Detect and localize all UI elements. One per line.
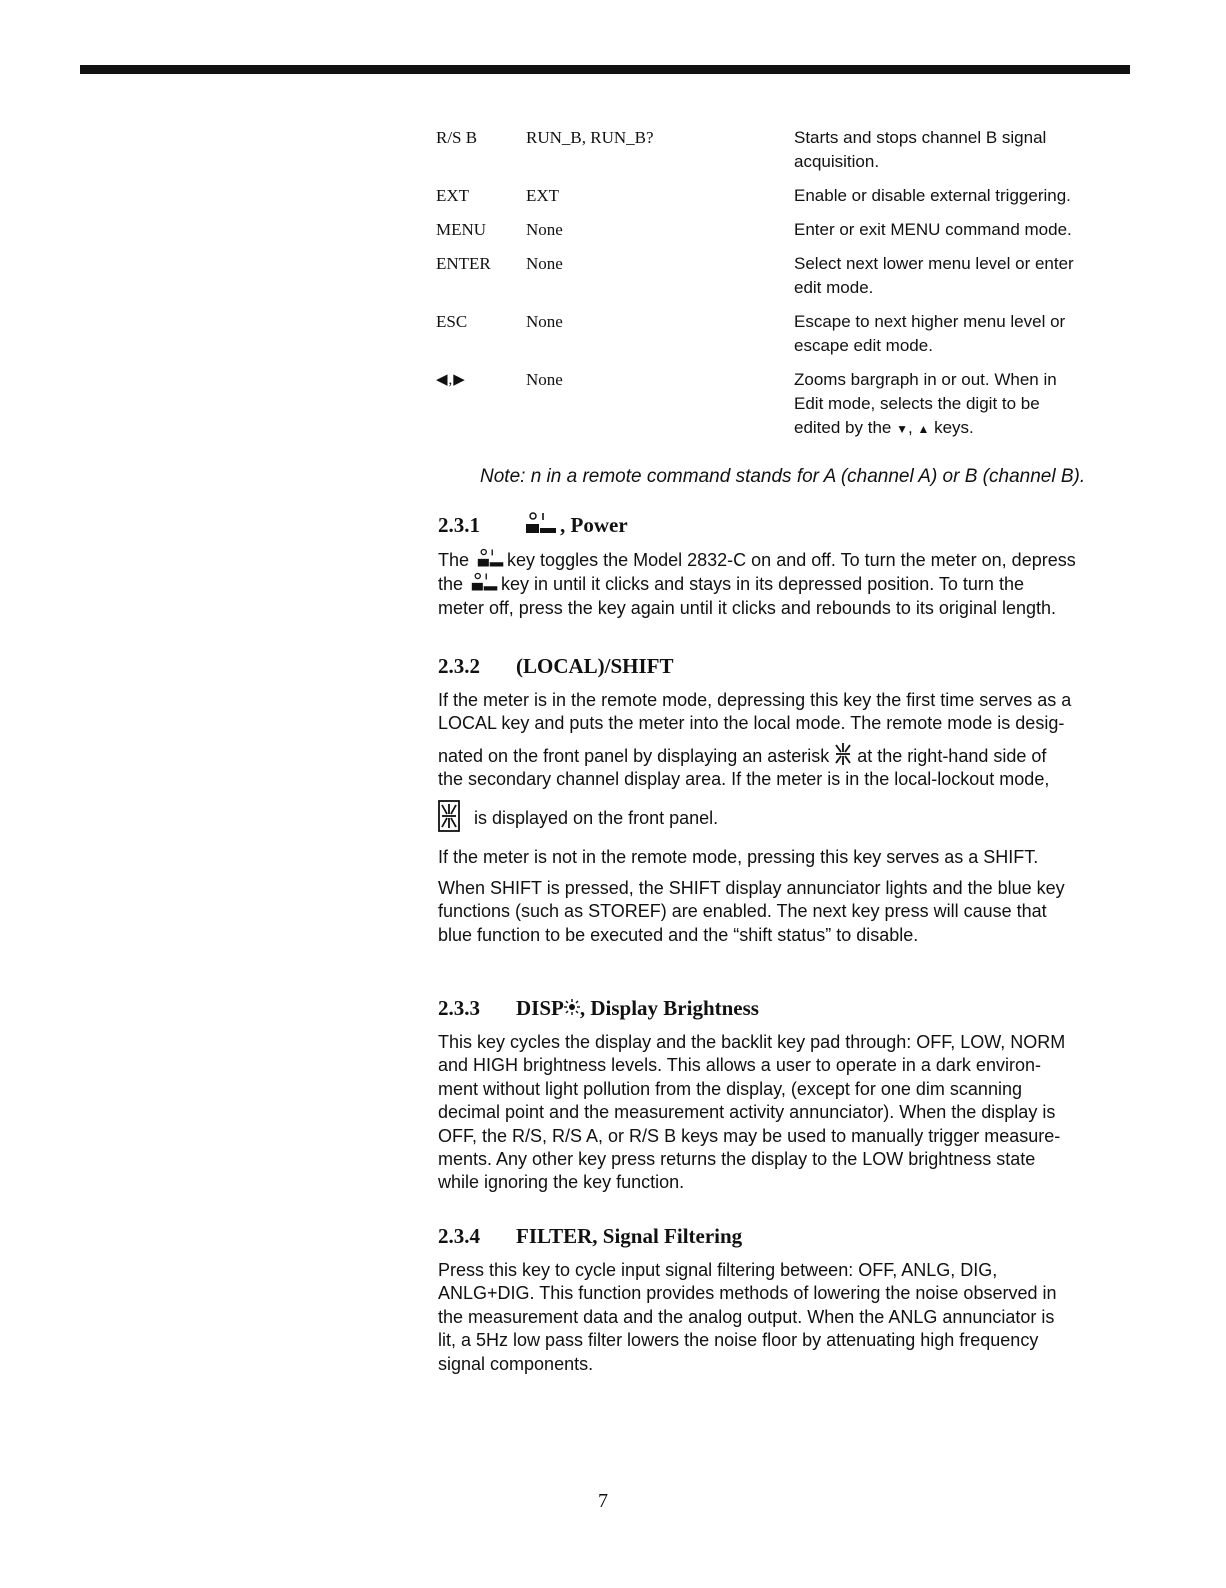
remote-command-note: Note: n in a remote command stands for A (channel A) or B (channel B). [480,466,1086,487]
table-row [436,184,1126,208]
table-row [436,252,1126,300]
remote-command: EXT [526,186,560,205]
remote-command: None [526,370,563,389]
power-key-icon [465,572,499,592]
section-heading: 2.3.2 (LOCAL)/SHIFT [438,654,674,678]
section-signal-filtering [438,1224,1138,1384]
local-shift-paragraph-1: If the meter is in the remote mode, depressing this key the first time serves as a LOCAL key and puts the meter into the local mode. The remote mode is desig- nated on the front panel by displaying an asterisk at the right-hand side of the secondary channel display area. If the meter is in the local-lockout mode, is displayed on the front panel. [438,689,1138,832]
remote-command: RUN_B, RUN_B? [526,128,654,147]
signal-filtering-description: Press this key to cycle input signal filtering between: OFF, ANLG, DIG, ANLG+DIG. This function provides methods of lowering the noise observed in the measurement data and the analog output. When the ANLG annunciator is lit, a 5Hz low pass filter lowers the noise floor by attenuating high frequency signal components. [438,1260,1057,1374]
asterisk-icon [833,742,853,766]
local-shift-paragraph-3: When SHIFT is pressed, the SHIFT display annunciator lights and the blue key functions (such as STOREF) are enabled. The next key press will cause that blue function to be executed and the “shift status” to disable. [438,878,1065,945]
key-name: EXT [436,186,470,205]
page-number: 7 [598,1490,608,1512]
up-triangle-icon: ▲ [917,422,930,436]
section-heading: 2.3.4 FILTER, Signal Filtering [438,1224,743,1248]
key-command-table [436,126,1126,451]
key-description: Enable or disable external triggering. [794,186,1071,205]
display-brightness-description: This key cycles the display and the backlit key pad through: OFF, LOW, NORM and HIGH brightness levels. This allows a user to operate in a dark environ- ment without light pollution from the display, (except for one dim scanning decimal point and the measurement activity annunciator). When the display is OFF, the R/S, R/S A, or R/S B keys may be used to manually trigger measure- ments. Any other key press returns the display to the LOW brightness state while ignoring the key function. [438,1032,1066,1193]
key-description: Select next lower menu level or enter edit mode. [794,254,1074,297]
key-name: ENTER [436,254,491,273]
key-name: ESC [436,312,468,331]
table-row [436,218,1126,242]
down-triangle-icon: ▼ [896,422,908,436]
local-lockout-indicator-icon [438,800,460,832]
table-row [436,368,1126,441]
arrow-keys-icon: ◀,▶ [436,372,466,388]
remote-command: None [526,220,563,239]
key-description: Starts and stops channel B signal acquisition. [794,128,1047,171]
key-name: MENU [436,220,487,239]
top-rule [80,65,1130,74]
brightness-sun-icon [564,999,580,1015]
power-key-icon [518,512,558,534]
key-name: R/S B [436,128,478,147]
section-local-shift [438,654,1138,955]
table-row [436,310,1126,358]
key-description: Escape to next higher menu level or escape edit mode. [794,312,1066,355]
key-description: Zooms bargraph in or out. When in Edit mode, selects the digit to be edited by the ▼, ▲ keys. [794,370,1057,437]
power-description: The key toggles the Model 2832-C on and off. To turn the meter on, depress the key in until it clicks and stays in its depressed position. To turn the meter off, press the key again until it clicks and rebounds to its original length. [438,550,1076,618]
section-display-brightness [438,996,1138,1203]
table-row [436,126,1126,174]
remote-command: None [526,312,563,331]
power-key-icon [471,548,505,568]
section-heading: 2.3.3 DISP , Display Brightness [438,996,759,1020]
remote-command: None [526,254,563,273]
section-heading: 2.3.1 , Power [438,513,628,537]
key-description: Enter or exit MENU command mode. [794,220,1072,239]
local-shift-paragraph-2: If the meter is not in the remote mode, pressing this key serves as a SHIFT. [438,846,1039,867]
section-power [438,512,1138,628]
